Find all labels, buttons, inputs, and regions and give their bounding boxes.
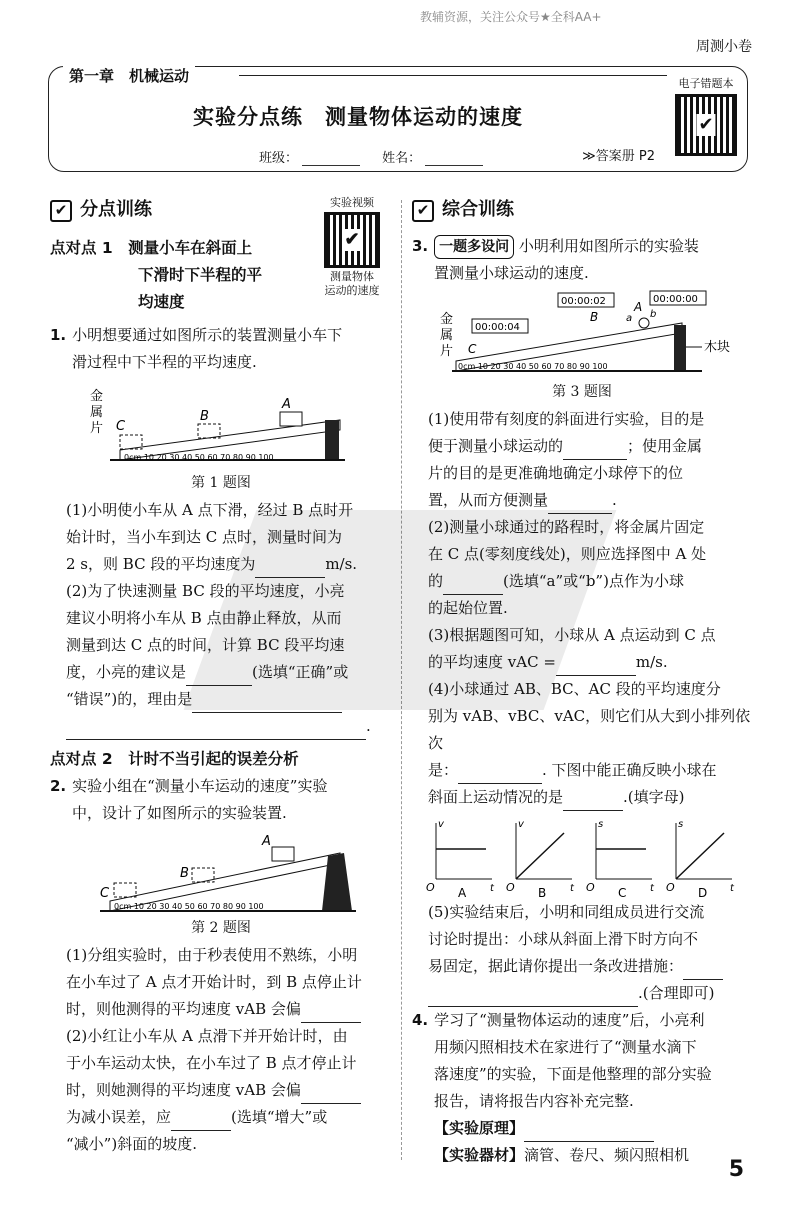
q3-text: 置，从而方便测量 <box>428 491 549 509</box>
question-number: 3. <box>412 237 429 255</box>
q1-text: (2)为了快速测量 BC 段的平均速度，小亮 <box>66 582 345 600</box>
qr-code-icon[interactable] <box>675 94 737 156</box>
answer-blank[interactable] <box>192 694 342 713</box>
answer-blank[interactable] <box>563 792 623 811</box>
section-heading-right <box>412 196 752 223</box>
class-label: 班级： <box>259 151 299 166</box>
question-1 <box>50 322 392 376</box>
svg-text:C: C <box>100 886 110 901</box>
graph-y-label: s <box>678 819 684 830</box>
multi-question-tag: 一题多设问 <box>434 235 514 259</box>
q4-text: 学习了“测量物体运动的速度”后，小亮利 <box>434 1011 705 1029</box>
kp1-line: 下滑时下半程的平 <box>138 266 263 284</box>
video-qr-block[interactable] <box>312 196 392 298</box>
q3-stem: 小明利用如图所示的实验装 <box>518 237 699 255</box>
q3-text: (选填“a”或“b”)点作为小球 <box>503 572 684 590</box>
q3-text: 的平均速度 vAC = <box>428 653 556 671</box>
q4-text: 用频闪照相技术在家进行了“测量水滴下 <box>434 1038 697 1056</box>
q3-text: 是： <box>428 761 459 779</box>
answer-blank[interactable] <box>458 765 542 784</box>
svg-text:属: 属 <box>90 405 104 420</box>
q3-text: .(填字母) <box>623 788 685 806</box>
svg-text:A: A <box>282 397 291 412</box>
svg-text:C: C <box>468 342 477 356</box>
svg-text:A: A <box>262 834 271 849</box>
q2-text: (2)小红让小车从 A 点滑下并开始计时，由 <box>66 1027 348 1045</box>
question-3-part-5 <box>412 899 752 1007</box>
q2-text: 在小车过了 A 点才开始计时，到 B 点停止计 <box>66 973 362 991</box>
figure-1-caption: 第 1 题图 <box>191 475 251 491</box>
q1-stem: 滑过程中下半程的平均速度. <box>72 353 257 371</box>
question-number: 2. <box>50 777 67 795</box>
q3-text: 别为 vAB、vBC、vAC，则它们从大到小排列依次 <box>428 707 751 752</box>
figure-2-incline <box>100 831 360 915</box>
svg-text:a: a <box>626 313 633 324</box>
worksheet-header <box>48 66 748 172</box>
q1-text: 测量到达 C 点的时间，计算 BC 段平均速 <box>66 636 345 654</box>
q3-text: 斜面上运动情况的是 <box>428 788 564 806</box>
q2-text: (选填“增大”或 <box>231 1108 328 1126</box>
video-label-2: 测量物体 <box>330 270 374 283</box>
graph-t-label: t <box>730 883 734 894</box>
equipment-label: 【实验器材】 <box>434 1146 525 1164</box>
figure-1-incline <box>90 380 350 470</box>
q1-text: (选填“正确”或 <box>252 663 349 681</box>
question-4 <box>412 1007 752 1169</box>
video-label-3: 运动的速度 <box>324 284 380 297</box>
timer-a: 00:00:00 <box>653 294 698 305</box>
q3-text: 的 <box>428 572 444 590</box>
ebook-label: 电子错题本 <box>678 77 734 90</box>
answer-reference: ≫答案册 P2 <box>582 149 655 164</box>
graph-origin: O <box>426 881 435 894</box>
q3-stem: 置测量小球运动的速度. <box>434 264 589 282</box>
question-1-part-1 <box>50 497 392 578</box>
section-title: 综合训练 <box>442 199 514 220</box>
answer-blank[interactable] <box>683 961 723 980</box>
answer-blank[interactable] <box>301 1004 361 1023</box>
svg-text:片: 片 <box>440 344 454 359</box>
answer-blank[interactable] <box>563 441 627 460</box>
q1-text: “错误”)的，理由是 <box>66 690 193 708</box>
answer-blank[interactable] <box>556 657 636 676</box>
name-field[interactable] <box>425 147 483 166</box>
svg-text:0cm 10 20 30 40 50 60 70 80 90: 0cm 10 20 30 40 50 60 70 80 90 100 <box>124 453 274 462</box>
key-point-2: 点对点 2 计时不当引起的误差分析 <box>50 750 299 768</box>
svg-text:0cm 10 20 30 40 50 60 70 80 90: 0cm 10 20 30 40 50 60 70 80 90 100 <box>458 362 608 371</box>
ebook-qr-block[interactable] <box>671 75 741 156</box>
page-title: 实验分点练 测量物体运动的速度 <box>193 105 523 129</box>
q2-text: 时，则他测得的平均速度 vAB 会偏 <box>66 1000 301 1018</box>
graph-y-label: v <box>438 819 444 830</box>
q4-text: 报告，请将报告内容补充完整. <box>434 1092 634 1110</box>
resource-note: 教辅资源，关注公众号★全科AA+ <box>420 10 602 24</box>
timer-c: 00:00:04 <box>475 322 520 333</box>
answer-blank[interactable] <box>301 1085 361 1104</box>
q2-text: 时，则她测得的平均速度 vAB 会偏 <box>66 1081 301 1099</box>
q1-text: (1)小明使小车从 A 点下滑，经过 B 点时开 <box>66 501 354 519</box>
q2-stem: 实验小组在“测量小车运动的速度”实验 <box>72 777 328 795</box>
svg-text:属: 属 <box>440 328 454 343</box>
principle-label: 【实验原理】 <box>434 1119 525 1137</box>
q3-text: (5)实验结束后，小明和同组成员进行交流 <box>428 903 705 921</box>
svg-text:A: A <box>634 300 643 314</box>
q2-text: 于小车运动太快，在小车过了 B 点才停止计 <box>66 1054 357 1072</box>
q3-text: (2)测量小球通过的路程时，将金属片固定 <box>428 518 705 536</box>
graph-line <box>516 833 564 879</box>
svg-text:金: 金 <box>440 312 454 327</box>
answer-blank[interactable] <box>548 495 612 514</box>
question-1-part-2: (2)为了快速测量 BC 段的平均速度，小亮 建议小明将小车从 B 点由静止释放，从而 测量到达 C 点的时间，计算 BC 段平均速 度，小亮的建议是 (选填“正确”或 “错误”)的，理由是 . <box>50 578 392 740</box>
q1-text: 始计时，当小车到达 C 点时，测量时间为 <box>66 528 343 546</box>
graph-t-label: t <box>490 883 494 894</box>
right-column <box>412 196 752 1169</box>
graph-origin: O <box>506 881 515 894</box>
question-number: 1. <box>50 326 67 344</box>
section-title: 分点训练 <box>80 199 152 220</box>
unit: m/s. <box>635 653 668 671</box>
answer-blank[interactable] <box>524 1123 654 1142</box>
svg-text:B: B <box>200 409 209 424</box>
graph-y-label: v <box>518 819 524 830</box>
answer-blank[interactable] <box>255 559 325 578</box>
series-label: 周测小卷 <box>696 39 752 55</box>
q3-text: 便于测量小球运动的 <box>428 437 564 455</box>
graph-t-label: t <box>570 883 574 894</box>
figure-3-caption: 第 3 题图 <box>552 384 612 400</box>
q1-text: 建议小明将小车从 B 点由静止释放，从而 <box>66 609 342 627</box>
figure-2-caption: 第 2 题图 <box>191 920 251 936</box>
answer-blank[interactable] <box>171 1112 231 1131</box>
question-number: 4. <box>412 1011 429 1029</box>
q3-text: .(合理即可) <box>638 984 715 1002</box>
graph-y-label: s <box>598 819 604 830</box>
student-fields <box>259 147 501 166</box>
q3-text: 讨论时提出：小球从斜面上滑下时方向不 <box>428 930 699 948</box>
graph-t-label: t <box>650 883 654 894</box>
svg-text:0cm 10 20 30 40 50 60 70 80 90: 0cm 10 20 30 40 50 60 70 80 90 100 <box>114 902 264 911</box>
q1-stem: 小明想要通过如图所示的装置测量小车下 <box>72 326 343 344</box>
q3-text: 的起始位置. <box>428 599 508 617</box>
graph-option-label: A <box>458 886 467 899</box>
svg-text:b: b <box>650 309 657 320</box>
q1-text: 2 s，则 BC 段的平均速度为 <box>66 555 256 573</box>
question-3 <box>412 233 752 287</box>
answer-blank[interactable] <box>428 988 638 1007</box>
graph-line <box>676 833 724 879</box>
checkbox-icon: ✔ <box>50 200 72 222</box>
q3-text: 易固定，据此请你提出一条改进措施： <box>428 957 684 975</box>
svg-text:B: B <box>590 310 599 324</box>
checkbox-icon: ✔ <box>412 200 434 222</box>
equipment-items: 滴管、卷尺、频闪照相机 <box>524 1146 690 1164</box>
timer-b: 00:00:02 <box>561 296 606 307</box>
wood-label: 木块 <box>704 340 731 355</box>
question-2-part-1 <box>50 942 392 1158</box>
svg-text:B: B <box>180 866 189 881</box>
video-label: 实验视频 <box>330 196 374 209</box>
svg-text:片: 片 <box>90 421 104 436</box>
svg-text:金: 金 <box>90 389 104 404</box>
graph-origin: O <box>666 881 675 894</box>
q2-text: (1)分组实验时，由于秒表使用不熟练，小明 <box>66 946 358 964</box>
q3-text: 在 C 点(零刻度线处)，则应选择图中 A 处 <box>428 545 707 563</box>
q3-text: 片的目的是更准确地确定小球停下的位 <box>428 464 684 482</box>
left-column <box>50 196 392 1158</box>
kp1-line: 点对点 1 测量小车在斜面上 <box>50 239 253 257</box>
qr-code-icon[interactable] <box>324 212 380 268</box>
q2-stem: 中，设计了如图所示的实验装置. <box>72 804 287 822</box>
q3-text: (3)根据题图可知，小球从 A 点运动到 C 点 <box>428 626 716 644</box>
q1-text: 度，小亮的建议是 <box>66 663 187 681</box>
graph-origin: O <box>586 881 595 894</box>
name-label: 姓名： <box>382 151 422 166</box>
answer-blank[interactable] <box>186 667 252 686</box>
motion-graphs <box>426 813 756 899</box>
chapter-title: 第一章 机械运动 <box>63 65 195 86</box>
q3-text: (1)使用带有刻度的斜面进行实验，目的是 <box>428 410 705 428</box>
q3-text: . 下图中能正确反映小球在 <box>542 761 717 779</box>
page-number: 5 <box>728 1157 744 1182</box>
graph-option-label: B <box>538 886 547 899</box>
answer-blank[interactable] <box>66 721 366 740</box>
class-field[interactable] <box>302 147 360 166</box>
unit: m/s. <box>325 555 358 573</box>
svg-text:C: C <box>116 419 126 434</box>
figure-3-incline <box>412 289 742 379</box>
q2-text: 为减小误差，应 <box>66 1108 172 1126</box>
question-2 <box>50 773 392 827</box>
graph-option-label: C <box>618 886 627 899</box>
answer-blank[interactable] <box>443 576 503 595</box>
graph-option-label: D <box>698 886 708 899</box>
q3-text: (4)小球通过 AB、BC、AC 段的平均速度分 <box>428 680 721 698</box>
chapter-rule <box>239 75 667 76</box>
kp1-line: 均速度 <box>138 293 185 311</box>
question-3-parts: (1)使用带有刻度的斜面进行实验，目的是 便于测量小球运动的 ；使用金属 片的目的是更准确地确定小球停下的位 置，从而方便测量 . (2)测量小球通过的路程时，将金属片固定 在 C 点(零刻度线处)，则应选择图中 A 处 的 (选填“a”或“b”)点作为小球 的起始位置. (3)根据题图可知，小球从 A 点运动到 C 点 的平均速度 vAC = m/s. (4)小球通过 AB、BC、AC 段的平均速度分 别为 vAB、vBC、vAC，则它们从大到小排列依次 是： . 下图中能正确反映小球在 斜面上运动情况的是 .(填字母) <box>412 406 752 811</box>
q2-text: “减小”)斜面的坡度. <box>66 1135 197 1153</box>
q3-text: ；使用金属 <box>627 437 703 455</box>
q4-text: 落速度”的实验，下面是他整理的部分实验 <box>434 1065 712 1083</box>
